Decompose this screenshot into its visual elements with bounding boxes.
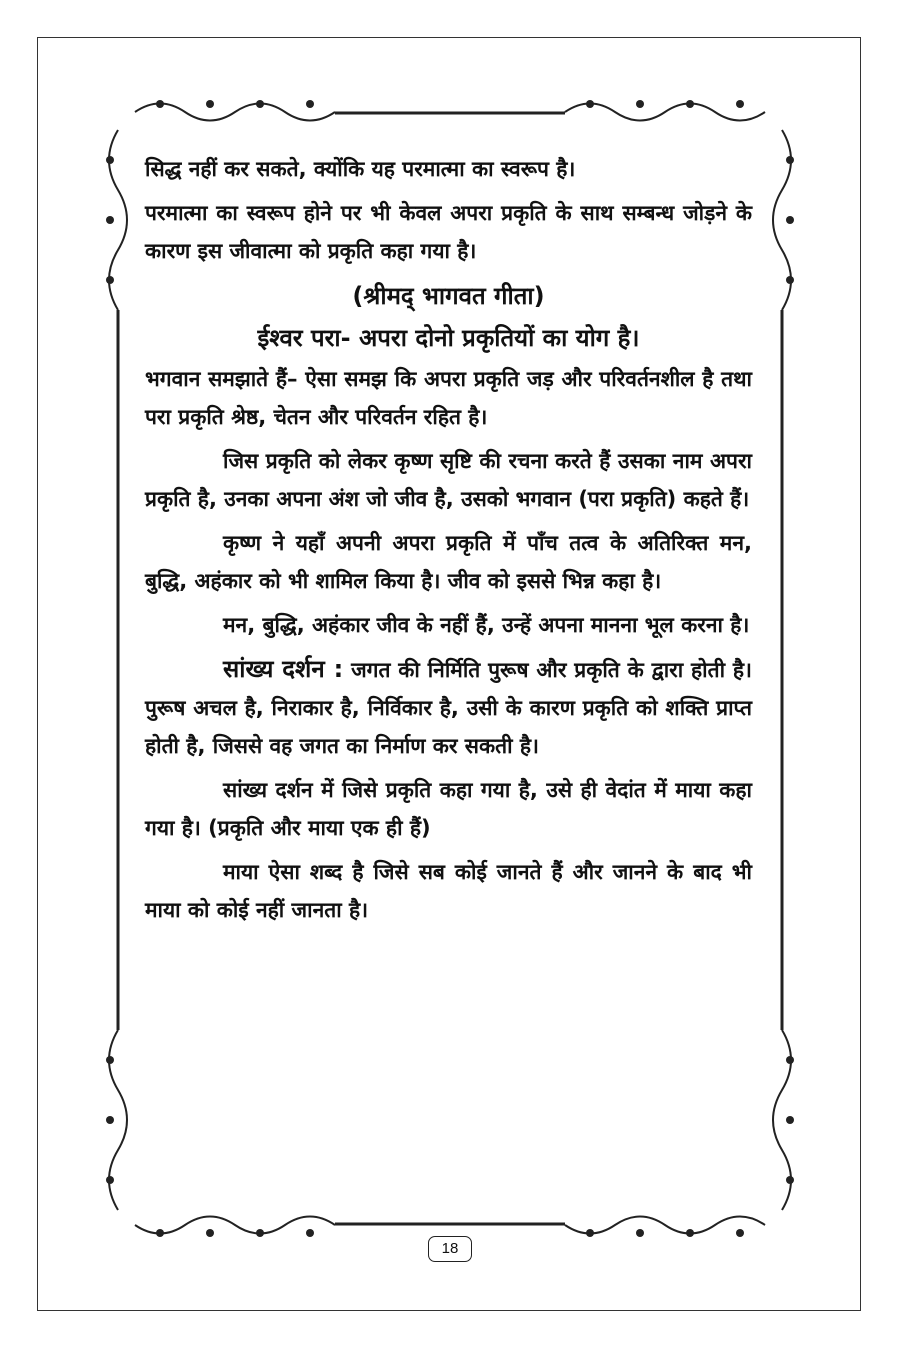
page-content (145, 150, 752, 935)
sankhya-term: सांख्य दर्शन : (223, 655, 344, 683)
paragraph-6: मन, बुद्धि, अहंकार जीव के नहीं हैं, उन्हें अपना मानना भूल करना है। (223, 613, 750, 637)
paragraph-8: सांख्य दर्शन में जिसे प्रकृति कहा गया है, उसे ही वेदांत में माया कहा गया है। (प्रकृति और माया एक ही हैं) (145, 778, 752, 840)
heading-para-apara: ईश्वर परा- अपरा दोनो प्रकृतियों का योग है। (257, 324, 640, 352)
paragraph-7 (145, 650, 752, 765)
paragraph-1: सिद्ध नहीं कर सकते, क्योंकि यह परमात्मा का स्वरूप है। (145, 157, 576, 181)
paragraph-4: जिस प्रकृति को लेकर कृष्ण सृष्टि की रचना करते हैं उसका नाम अपरा प्रकृति है, उनका अपना अंश जो जीव है, उसको भगवान (परा प्रकृति) कहते हैं। (145, 449, 752, 511)
paragraph-2: परमात्मा का स्वरूप होने पर भी केवल अपरा प्रकृति के साथ सम्बन्ध जोड़ने के कारण इस जीवात्मा को प्रकृति कहा गया है। (145, 201, 752, 263)
page-number: 18 (428, 1236, 472, 1262)
paragraph-3: भगवान समझाते हैं– ऐसा समझ कि अपरा प्रकृति जड़ और परिवर्तनशील है तथा परा प्रकृति श्रेष्ठ, चेतन और परिवर्तन रहित है। (145, 367, 752, 429)
paragraph-9: माया ऐसा शब्द है जिसे सब कोई जानते हैं और जानने के बाद भी माया को कोई नहीं जानता है। (145, 860, 752, 922)
paragraph-7-text: जगत की निर्मिति पुरूष और प्रकृति के द्वारा होती है। पुरूष अचल है, निराकार है, निर्विकार है, उसी के कारण प्रकृति को शक्ति प्राप्त होती है, जिससे वह जगत का निर्माण कर सकती है। (145, 658, 752, 758)
heading-gita: (श्रीमद् भागवत गीता) (352, 282, 545, 310)
paragraph-5: कृष्ण ने यहाँ अपनी अपरा प्रकृति में पाँच तत्व के अतिरिक्त मन, बुद्धि, अहंकार को भी शामिल किया है। जीव को इससे भिन्न कहा है। (145, 531, 752, 593)
